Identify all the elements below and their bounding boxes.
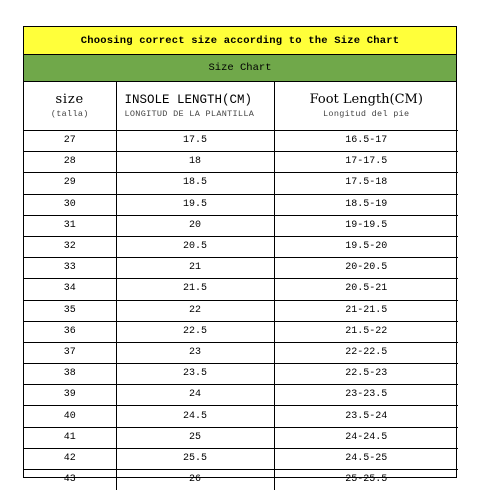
- cell-insole-length: 24.5: [116, 406, 274, 427]
- table-row: [24, 321, 458, 342]
- cell-foot-length: 25-25.5: [274, 470, 458, 491]
- cell-foot-length: 20-20.5: [274, 258, 458, 279]
- cell-size: 28: [24, 152, 116, 173]
- table-row: [24, 173, 458, 194]
- cell-foot-length: 16.5-17: [274, 131, 458, 152]
- cell-insole-length: 21.5: [116, 279, 274, 300]
- cell-size: 33: [24, 258, 116, 279]
- table-row: [24, 448, 458, 469]
- size-chart-table: [24, 82, 458, 490]
- cell-foot-length: 19-19.5: [274, 215, 458, 236]
- cell-size: 30: [24, 194, 116, 215]
- cell-foot-length: 21-21.5: [274, 300, 458, 321]
- cell-size: 35: [24, 300, 116, 321]
- header-foot: [274, 82, 458, 131]
- header-insole: [116, 82, 274, 131]
- cell-size: 37: [24, 342, 116, 363]
- cell-foot-length: 24-24.5: [274, 427, 458, 448]
- cell-insole-length: 26: [116, 470, 274, 491]
- table-row: [24, 236, 458, 257]
- cell-insole-length: 23: [116, 342, 274, 363]
- table-row: [24, 406, 458, 427]
- table-row: [24, 342, 458, 363]
- cell-foot-length: 20.5-21: [274, 279, 458, 300]
- cell-size: 34: [24, 279, 116, 300]
- cell-insole-length: 20.5: [116, 236, 274, 257]
- header-size-sublabel: (talla): [50, 109, 89, 119]
- cell-insole-length: 20: [116, 215, 274, 236]
- table-row: [24, 215, 458, 236]
- cell-size: 36: [24, 321, 116, 342]
- cell-size: 42: [24, 448, 116, 469]
- cell-foot-length: 22.5-23: [274, 364, 458, 385]
- cell-foot-length: 19.5-20: [274, 236, 458, 257]
- header-insole-label: INSOLE LENGTH(CM): [124, 93, 253, 107]
- cell-insole-length: 21: [116, 258, 274, 279]
- cell-foot-length: 17.5-18: [274, 173, 458, 194]
- table-row: [24, 385, 458, 406]
- table-row: [24, 300, 458, 321]
- table-row: [24, 194, 458, 215]
- cell-insole-length: 25.5: [116, 448, 274, 469]
- cell-insole-length: 24: [116, 385, 274, 406]
- cell-foot-length: 18.5-19: [274, 194, 458, 215]
- cell-size: 43: [24, 470, 116, 491]
- cell-size: 29: [24, 173, 116, 194]
- table-row: [24, 131, 458, 152]
- cell-insole-length: 23.5: [116, 364, 274, 385]
- table-row: [24, 364, 458, 385]
- cell-size: 27: [24, 131, 116, 152]
- table-row: [24, 279, 458, 300]
- cell-insole-length: 18: [116, 152, 274, 173]
- cell-insole-length: 22: [116, 300, 274, 321]
- banner-title: Choosing correct size according to the Size Chart: [24, 27, 456, 55]
- header-size-label: size: [55, 92, 85, 107]
- cell-foot-length: 21.5-22: [274, 321, 458, 342]
- cell-foot-length: 24.5-25: [274, 448, 458, 469]
- cell-foot-length: 23.5-24: [274, 406, 458, 427]
- header-foot-label: Foot Length(CM): [309, 92, 423, 107]
- cell-size: 38: [24, 364, 116, 385]
- size-chart-heading: Size Chart: [24, 55, 456, 82]
- cell-foot-length: 22-22.5: [274, 342, 458, 363]
- table-row: [24, 152, 458, 173]
- cell-insole-length: 25: [116, 427, 274, 448]
- cell-size: 32: [24, 236, 116, 257]
- table-row: [24, 470, 458, 491]
- cell-insole-length: 17.5: [116, 131, 274, 152]
- cell-insole-length: 19.5: [116, 194, 274, 215]
- cell-size: 31: [24, 215, 116, 236]
- table-row: [24, 427, 458, 448]
- cell-foot-length: 23-23.5: [274, 385, 458, 406]
- table-row: [24, 258, 458, 279]
- header-row: [24, 82, 458, 131]
- header-size: [24, 82, 116, 131]
- header-insole-sublabel: LONGITUD DE LA PLANTILLA: [124, 109, 255, 119]
- cell-size: 39: [24, 385, 116, 406]
- header-foot-sublabel: Longitud del pie: [323, 109, 410, 119]
- cell-foot-length: 17-17.5: [274, 152, 458, 173]
- cell-size: 41: [24, 427, 116, 448]
- cell-insole-length: 18.5: [116, 173, 274, 194]
- cell-insole-length: 22.5: [116, 321, 274, 342]
- size-chart-sheet: [23, 26, 457, 486]
- cell-size: 40: [24, 406, 116, 427]
